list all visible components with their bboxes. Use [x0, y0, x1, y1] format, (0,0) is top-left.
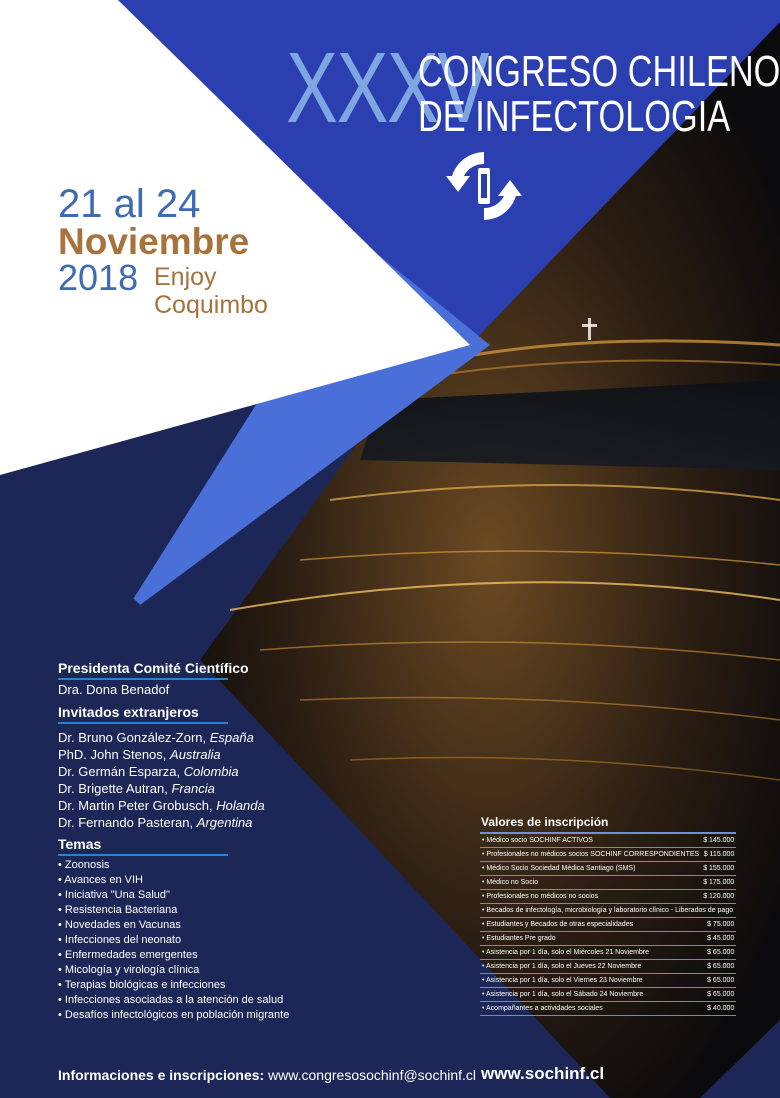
table-row — [480, 946, 736, 960]
divider — [58, 678, 228, 680]
list-item: • Enfermedades emergentes — [58, 949, 198, 961]
fee-label: • Acompañantes a actividades sociales — [480, 1002, 701, 1016]
event-month: Noviembre — [58, 221, 250, 262]
table-row — [480, 1002, 736, 1016]
list-item: • Novedades en Vacunas — [58, 919, 181, 931]
list-item: • Micología y virología clínica — [58, 964, 200, 976]
fee-label: • Asistencia por 1 día, solo el Jueves 22 Noviembre — [480, 960, 701, 974]
fees-heading: Valores de inscripción — [481, 815, 609, 829]
fee-label: • Médico socio SOCHINF ACTIVOS — [480, 833, 701, 848]
fee-label: • Médico no Socio — [480, 876, 701, 890]
guest-list — [58, 729, 265, 831]
fee-label: • Estudiantes Pre grado — [480, 932, 701, 946]
divider — [58, 722, 228, 724]
venue-line-2: Coquimbo — [154, 291, 268, 319]
table-row — [480, 833, 736, 848]
refresh-arrows-logo-icon — [444, 146, 524, 226]
table-row — [480, 890, 736, 904]
fee-label: • Asistencia por 1 día, solo el Miércoles 21 Noviembre — [480, 946, 701, 960]
table-row — [480, 974, 736, 988]
list-item: • Iniciativa "Una Salud" — [58, 889, 170, 901]
list-item: Dr. Bruno González-Zorn, España — [58, 730, 254, 745]
list-item: • Zoonosis — [58, 859, 110, 871]
title-line-1: CONGRESO CHILENO — [418, 47, 780, 96]
fee-amount: $ 155.000 — [701, 862, 736, 876]
title-line-2: DE INFECTOLOGIA — [418, 92, 731, 141]
table-row — [480, 932, 736, 946]
list-item: Dr. Brigette Autran, Francia — [58, 781, 215, 796]
fee-label: • Becados de infectología, microbiología y laboratorio clínico - Liberados de pago — [480, 904, 736, 918]
divider — [58, 854, 228, 856]
list-item: PhD. John Stenos, Australia — [58, 747, 221, 762]
fee-amount: $ 115.000 — [701, 848, 736, 862]
guests-heading: Invitados extranjeros — [58, 704, 199, 720]
fees-table — [480, 832, 736, 1016]
list-item: • Resistencia Bacteriana — [58, 904, 178, 916]
list-item: • Desafíos infectológicos en población migrante — [58, 1009, 290, 1021]
list-item: • Avances en VIH — [58, 874, 143, 886]
fee-amount: $ 65.000 — [701, 988, 736, 1002]
topics-heading: Temas — [58, 836, 102, 852]
list-item: Dr. Germán Esparza, Colombia — [58, 764, 239, 779]
table-row — [480, 876, 736, 890]
table-row — [480, 862, 736, 876]
table-row — [480, 988, 736, 1002]
table-row — [480, 960, 736, 974]
list-item: Dr. Fernando Pasteran, Argentina — [58, 815, 253, 830]
fee-label: • Asistencia por 1 día, solo el Sábado 24 Noviembre — [480, 988, 701, 1002]
venue-line-1: Enjoy — [154, 263, 217, 291]
fee-label: • Profesionales no médicos socios SOCHINF CORRESPONDIENTES — [480, 848, 701, 862]
table-row — [480, 904, 736, 918]
table-row — [480, 848, 736, 862]
list-item: • Terapias biológicas e infecciones — [58, 979, 226, 991]
committee-heading: Presidenta Comité Científico — [58, 660, 249, 676]
contact-email-link[interactable]: www.congresosochinf@sochinf.cl — [268, 1067, 477, 1083]
fee-label: • Estudiantes y Becados de otras especialidades — [480, 918, 701, 932]
contact-info — [58, 1067, 476, 1083]
fee-amount: $ 75.000 — [701, 918, 736, 932]
topic-list — [58, 858, 289, 1023]
list-item: Dr. Martin Peter Grobusch, Holanda — [58, 798, 265, 813]
fee-amount: $ 45.000 — [701, 932, 736, 946]
fee-label: • Profesionales no médicos no socios — [480, 890, 701, 904]
website-link[interactable]: www.sochinf.cl — [481, 1064, 605, 1083]
fee-label: • Médico Socio Sociedad Médica Santiago (SMS) — [480, 862, 701, 876]
fee-amount: $ 120.000 — [701, 890, 736, 904]
event-year: 2018 — [58, 257, 139, 298]
committee-president: Dra. Dona Benadof — [58, 682, 170, 697]
fee-amount: $ 65.000 — [701, 946, 736, 960]
fee-amount: $ 65.000 — [701, 974, 736, 988]
edition-numeral: XXXV — [286, 32, 488, 144]
event-dates: 21 al 24 — [58, 182, 201, 226]
fee-amount: $ 145.000 — [701, 833, 736, 848]
contact-label: Informaciones e inscripciones: — [58, 1067, 265, 1083]
table-row — [480, 918, 736, 932]
list-item: • Infecciones asociadas a la atención de salud — [58, 994, 284, 1006]
list-item: • Infecciones del neonato — [58, 934, 182, 946]
fee-amount: $ 175.000 — [701, 876, 736, 890]
fee-label: • Asistencia por 1 día, solo el Viernes 23 Noviembre — [480, 974, 701, 988]
fee-amount: $ 40.000 — [701, 1002, 736, 1016]
fee-amount: $ 65.000 — [701, 960, 736, 974]
